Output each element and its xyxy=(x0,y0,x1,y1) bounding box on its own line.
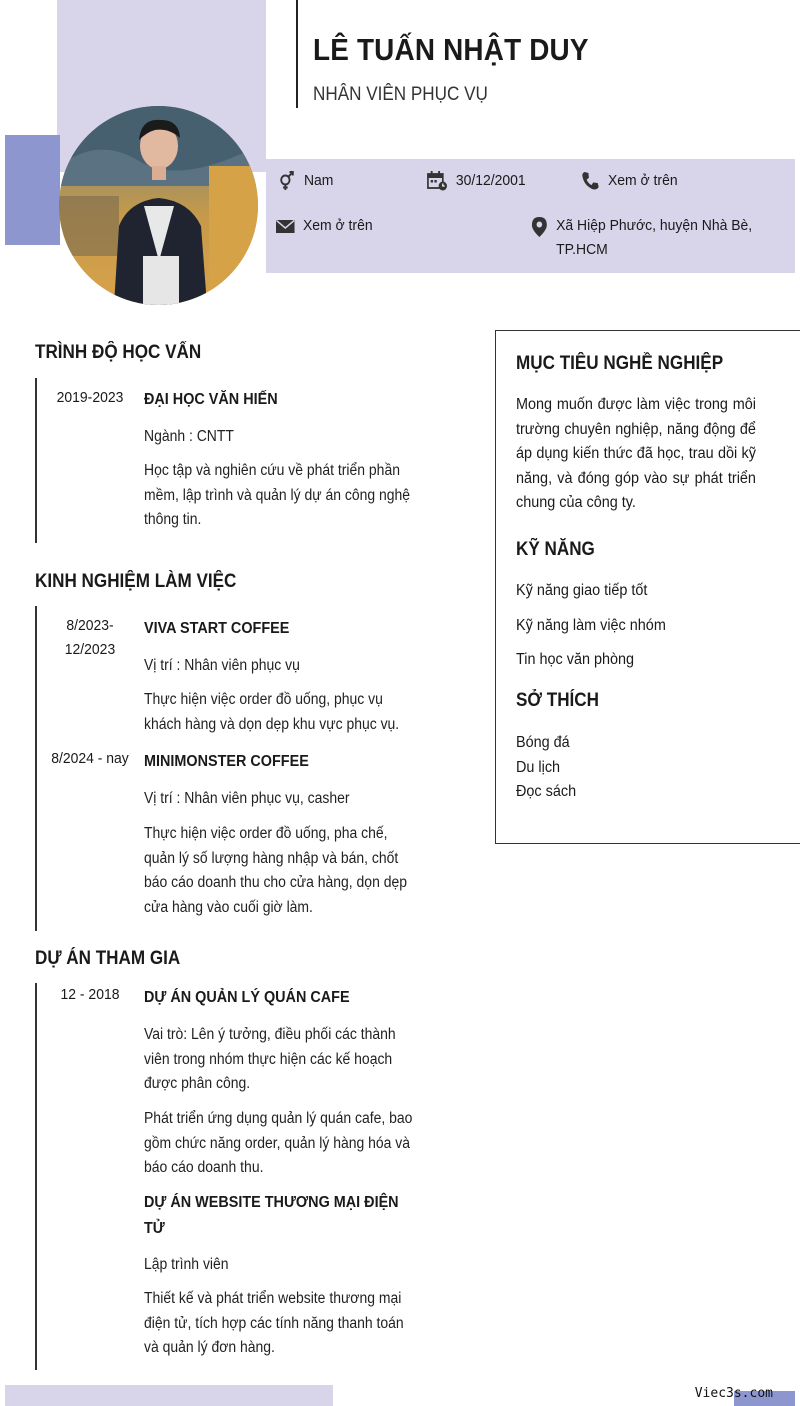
calendar-icon xyxy=(427,171,447,191)
experience-position: Vị trí : Nhân viên phục vụ xyxy=(144,657,300,674)
phone-value: Xem ở trên xyxy=(607,172,678,189)
side-accent-block xyxy=(5,135,60,245)
project-date: 12 - 2018 xyxy=(60,986,120,1003)
experience-heading: KINH NGHIỆM LÀM VIỆC xyxy=(35,571,237,592)
gender-icon xyxy=(277,171,296,191)
job-title: NHÂN VIÊN PHỤC VỤ xyxy=(313,84,488,105)
info-phone xyxy=(581,169,678,193)
experience-desc: Thực hiện việc order đồ uống, pha chế, quản lý số lượng hàng nhập và bán, chốt báo cáo doanh thu cho cửa hàng, dọn dẹp cửa hàng vào cuối giờ làm. xyxy=(144,825,407,916)
candidate-name: LÊ TUẤN NHẬT DUY xyxy=(313,32,589,67)
projects-heading: DỰ ÁN THAM GIA xyxy=(35,948,181,969)
experience-timeline xyxy=(35,606,37,931)
info-email xyxy=(276,214,373,238)
education-school: ĐẠI HỌC VĂN HIẾN xyxy=(144,391,278,408)
hobby-item: Bóng đá xyxy=(516,734,570,751)
info-gender xyxy=(277,169,333,193)
info-address xyxy=(531,214,764,262)
experience-company: MINIMONSTER COFFEE xyxy=(144,753,309,770)
education-date: 2019-2023 xyxy=(56,389,124,406)
project-role: Vai trò: Lên ý tưởng, điều phối các thành viên trong nhóm thực hiện các kế hoạch được phân công. xyxy=(144,1026,396,1092)
email-icon xyxy=(276,216,295,236)
objective-heading: MỤC TIÊU NGHỀ NGHIỆP xyxy=(516,353,724,374)
hobby-item: Du lịch xyxy=(516,759,561,776)
watermark: Viec3s.com xyxy=(694,1386,773,1401)
project-desc: Thiết kế và phát triển website thương mại điện tử, tích hợp các tính năng thanh toán và quản lý đơn hàng. xyxy=(144,1290,404,1356)
skill-item: Tin học văn phòng xyxy=(516,651,635,668)
experience-company: VIVA START COFFEE xyxy=(144,620,290,637)
phone-icon xyxy=(581,171,600,191)
skill-item: Kỹ năng làm việc nhóm xyxy=(516,617,666,634)
education-heading: TRÌNH ĐỘ HỌC VẤN xyxy=(35,342,202,363)
experience-date: 8/2023- 12/2023 xyxy=(64,617,116,658)
avatar-photo xyxy=(59,106,258,305)
project-title: DỰ ÁN WEBSITE THƯƠNG MẠI ĐIỆN TỬ xyxy=(144,1194,399,1237)
experience-desc: Thực hiện việc order đồ uống, phục vụ khách hàng và dọn dẹp khu vực phục vụ. xyxy=(144,691,400,733)
birthday-value: 30/12/2001 xyxy=(455,172,526,189)
hobby-item: Đọc sách xyxy=(516,783,577,800)
education-major: Ngành : CNTT xyxy=(144,428,234,445)
skill-item: Kỹ năng giao tiếp tốt xyxy=(516,582,648,599)
experience-position: Vị trí : Nhân viên phục vụ, casher xyxy=(144,790,350,807)
address-value: Xã Hiệp Phước, huyện Nhà Bè, TP.HCM xyxy=(556,217,753,258)
avatar xyxy=(59,106,258,305)
gender-value: Nam xyxy=(303,172,334,189)
education-desc: Học tập và nghiên cứu về phát triển phần mềm, lập trình và quản lý dự án công nghệ thông tin. xyxy=(144,462,411,528)
experience-date: 8/2024 - nay xyxy=(51,750,129,767)
email-value: Xem ở trên xyxy=(302,217,373,234)
objective-text: Mong muốn được làm việc trong môi trường chuyên nghiệp, năng động để áp dụng kiến thức đã học, trau dồi kỹ năng, và đóng góp vào sự phát triển chung của công ty. xyxy=(516,396,756,511)
footer-accent-left xyxy=(5,1385,333,1406)
project-title: DỰ ÁN QUẢN LÝ QUÁN CAFE xyxy=(144,989,350,1006)
hobbies-heading: SỞ THÍCH xyxy=(516,690,599,711)
location-icon xyxy=(531,216,548,238)
skills-heading: KỸ NĂNG xyxy=(516,539,595,560)
education-timeline xyxy=(35,378,37,543)
project-role: Lập trình viên xyxy=(144,1256,229,1273)
projects-timeline xyxy=(35,983,37,1370)
info-birthday xyxy=(427,169,526,193)
name-divider xyxy=(296,0,298,108)
project-desc: Phát triển ứng dụng quản lý quán cafe, bao gồm chức năng order, quản lý hàng hóa và báo cáo doanh thu. xyxy=(144,1110,413,1176)
